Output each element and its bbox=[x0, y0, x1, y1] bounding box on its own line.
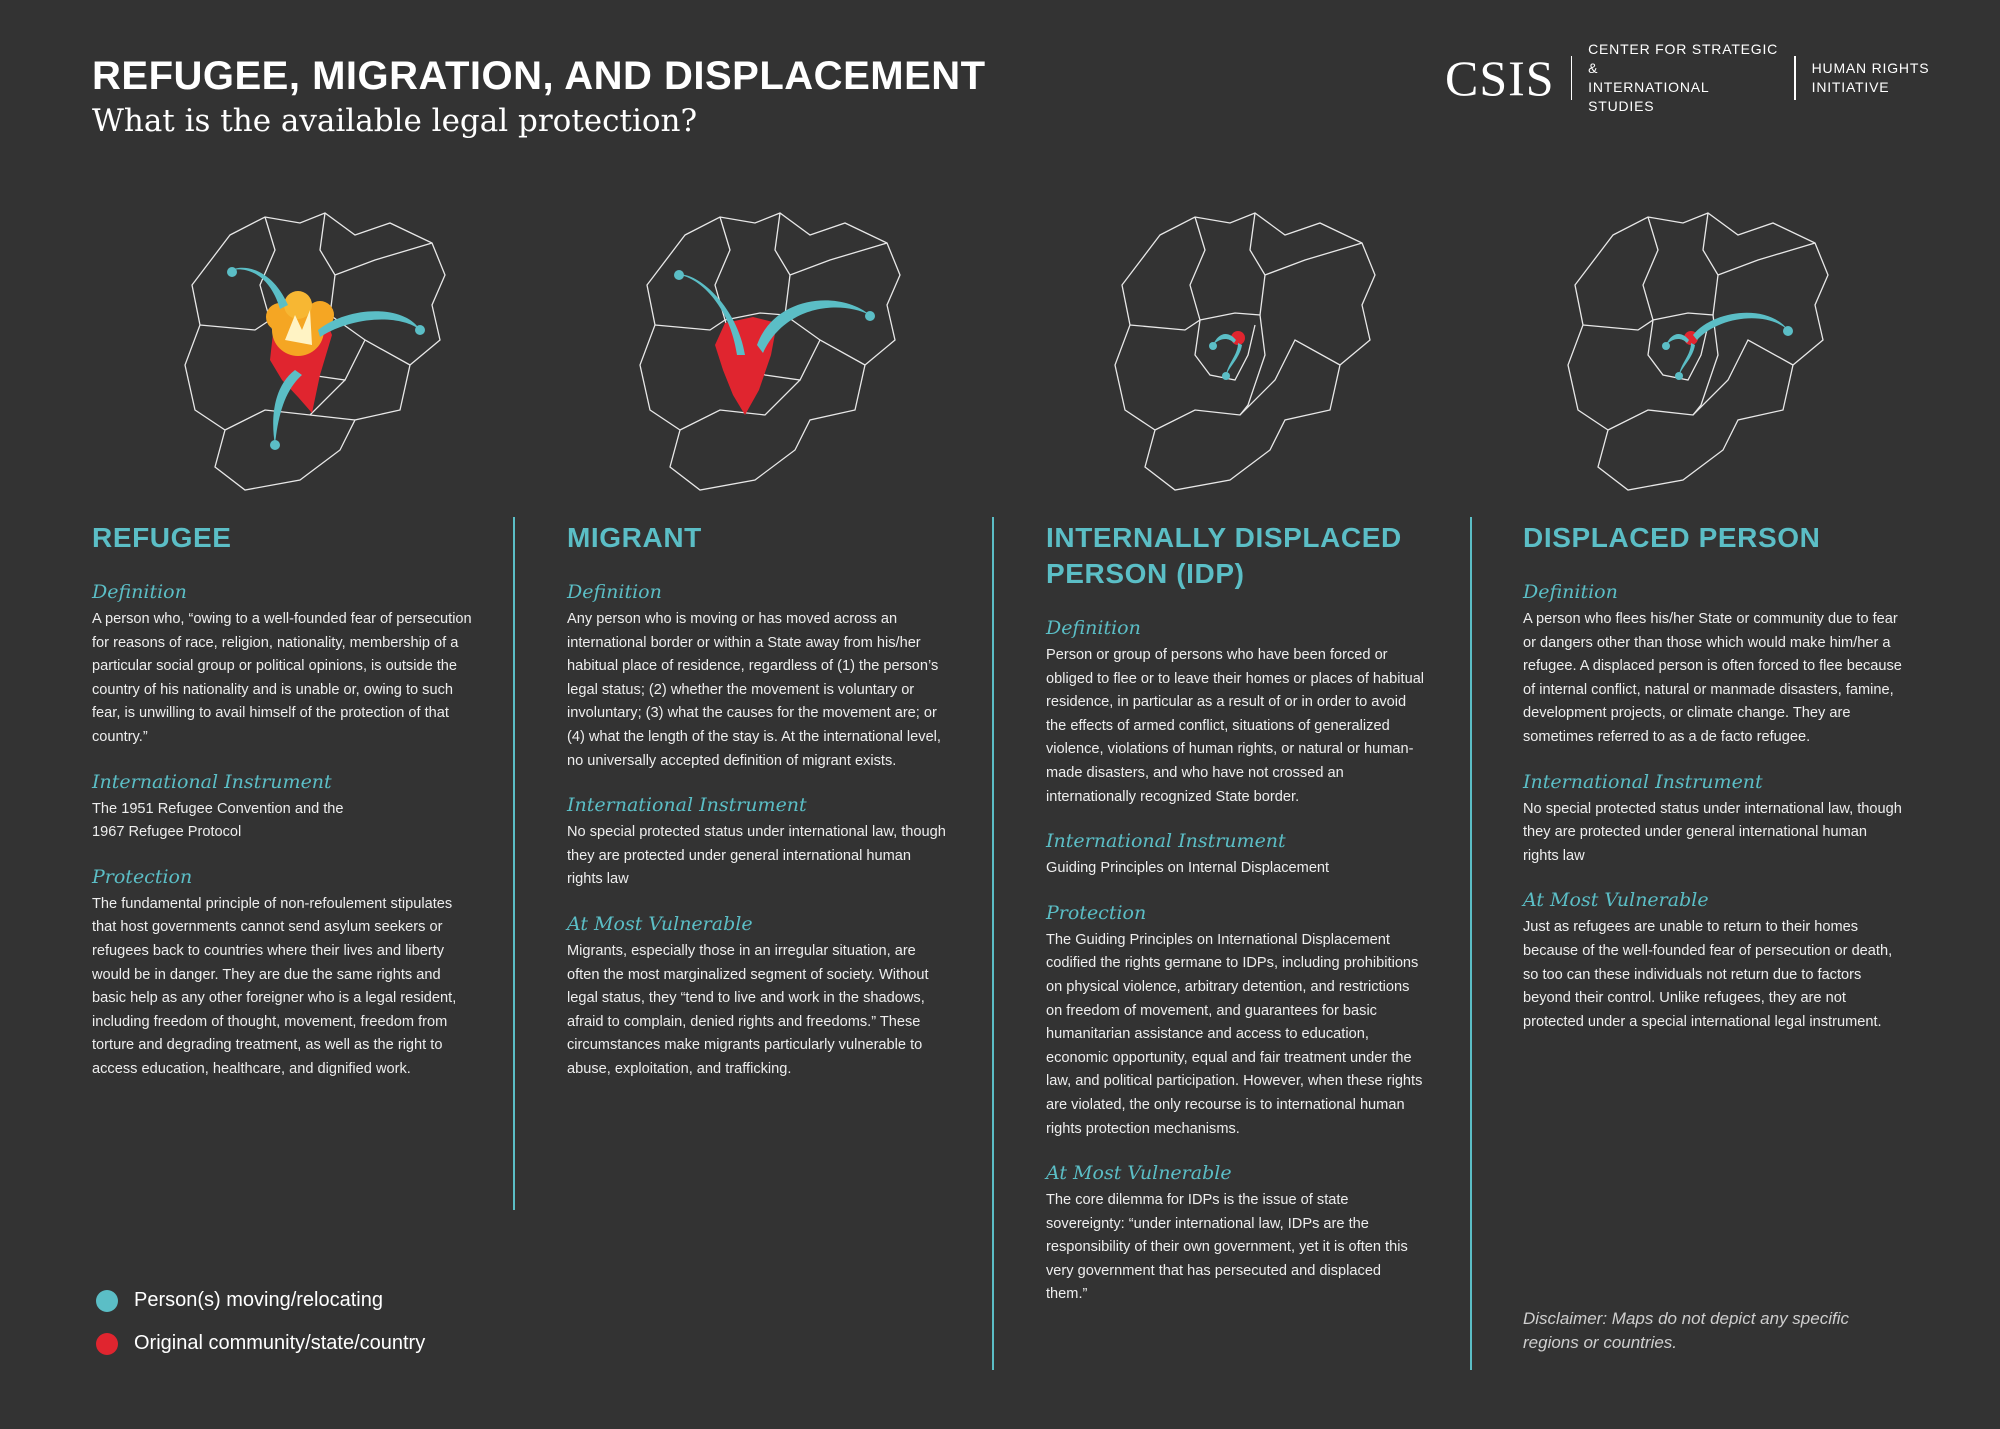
logo-program-line2: INITIATIVE bbox=[1811, 79, 1890, 95]
section-text: A person who, “owing to a well-founded fear of persecution for reasons of race, religion, nationality, membership of a particular social group or political opinions, is outside the country of his nationality and is unable or, owing to such fear, is unwilling to avail himself of the protection of that country.” bbox=[92, 611, 472, 745]
logo-org-line1: CENTER FOR STRATEGIC & bbox=[1588, 41, 1779, 76]
csis-logo bbox=[1445, 41, 1937, 114]
section-heading: International Instrument bbox=[567, 794, 807, 817]
section-heading: International Instrument bbox=[1046, 830, 1286, 853]
section-heading: Protection bbox=[92, 865, 193, 888]
origin-region bbox=[266, 291, 334, 413]
red-dot-icon bbox=[96, 1333, 118, 1355]
section-text: The fundamental principle of non-refoulement stipulates that host governments cannot send asylum seekers or refugees back to countries where their lives and liberty would be in danger. They are due the same rights and basic help as any other foreigner who is a legal resident, including freedom of thought, movement, freedom from torture and degrading treatment, as well as the right to access education, healthcare, and dignified work. bbox=[92, 895, 457, 1077]
section-heading: International Instrument bbox=[1523, 770, 1763, 793]
migrant-column bbox=[567, 520, 947, 1082]
migrant-map-illustration bbox=[625, 205, 925, 505]
section-text: Person or group of persons who have been forced or obliged to flee or to leave their homes or places of habitual residence, in particular as a result of or in order to avoid the effects of armed conflict, situations of generalized violence, violations of human rights, or natural or human-made disasters, and who have not crossed an internationally recognized State border. bbox=[1046, 647, 1425, 805]
page-subtitle: What is the available legal protection? bbox=[92, 103, 698, 139]
refugee-column bbox=[92, 520, 472, 1082]
section-heading: At Most Vulnerable bbox=[1046, 1162, 1232, 1185]
logo-divider bbox=[1794, 56, 1796, 100]
legend-origin bbox=[96, 1332, 425, 1355]
instrument-section bbox=[1523, 770, 1903, 869]
movement-arrows bbox=[674, 270, 875, 355]
definition-section bbox=[567, 580, 947, 773]
legend-label: Original community/state/country bbox=[134, 1332, 426, 1354]
column-title: MIGRANT bbox=[567, 522, 702, 553]
section-heading: Definition bbox=[1046, 617, 1141, 639]
column-title: REFUGEE bbox=[92, 522, 232, 553]
section-heading: Definition bbox=[1523, 581, 1618, 603]
displaced-person-map-illustration bbox=[1553, 205, 1853, 505]
section-text: Migrants, especially those in an irregular situation, are often the most marginalized segment of society. Without legal status, they “tend to live and work in the shadows, afraid to complain, denied rights and freedoms.” These circumstances make migrants particularly vulnerable to abuse, exploitation, and trafficking. bbox=[567, 942, 929, 1077]
section-heading: Protection bbox=[1046, 901, 1147, 924]
movement-arrows bbox=[227, 267, 425, 450]
logo-org-line2: INTERNATIONAL STUDIES bbox=[1588, 79, 1709, 114]
section-text: Any person who is moving or has moved across an international border or within a State away from his/her habitual place of residence, regardless of (1) the person’s legal status; (2) whether the movement is voluntary or involuntary; (3) what the causes for the movement are; or (4) what the length of the stay is. At the international level, no universally accepted definition of migrant exists. bbox=[567, 611, 941, 769]
idp-column bbox=[1046, 520, 1426, 1307]
logo-divider bbox=[1571, 56, 1573, 100]
idp-map-illustration bbox=[1100, 205, 1400, 505]
definition-section bbox=[1523, 580, 1903, 750]
column-divider bbox=[1470, 517, 1472, 1370]
protection-section bbox=[1046, 901, 1426, 1141]
column-title: DISPLACED PERSON bbox=[1523, 522, 1821, 553]
legend-label: Person(s) moving/relocating bbox=[134, 1289, 383, 1311]
logo-mark: CSIS bbox=[1445, 50, 1555, 106]
column-divider bbox=[513, 517, 515, 1210]
displaced-person-column bbox=[1523, 520, 1903, 1034]
section-text: The core dilemma for IDPs is the issue of state sovereignty: “under international law, IDPs are the responsibility of their own government, yet it is often this very government that has persecuted and displaced them.” bbox=[1046, 1192, 1408, 1303]
section-text: No special protected status under international law, though they are protected under general international human rights law bbox=[1523, 800, 1902, 864]
teal-dot-icon bbox=[96, 1290, 118, 1312]
section-heading: Definition bbox=[92, 581, 187, 603]
section-text: No special protected status under international law, though they are protected under general international human rights law bbox=[567, 824, 946, 888]
vulnerable-section bbox=[567, 912, 947, 1082]
section-text: A person who flees his/her State or community due to fear or dangers other than those which would make him/her a refugee. A displaced person is often forced to flee because of internal conflict, natural or manmade disasters, famine, development projects, or climate change. They are sometimes referred to as a de facto refugee. bbox=[1523, 611, 1902, 745]
movement-arrows bbox=[1662, 313, 1793, 380]
section-heading: Definition bbox=[567, 581, 662, 603]
protection-section bbox=[92, 865, 472, 1082]
column-divider bbox=[992, 517, 994, 1370]
disclaimer: Disclaimer: Maps do not depict any specific regions or countries. bbox=[1523, 1309, 1849, 1352]
legend-moving bbox=[96, 1289, 383, 1312]
column-title: INTERNALLY DISPLACED PERSON (IDP) bbox=[1046, 522, 1402, 589]
page-title: REFUGEE, MIGRATION, AND DISPLACEMENT bbox=[92, 54, 986, 98]
section-text: The 1951 Refugee Convention and the 1967 Refugee Protocol bbox=[92, 800, 344, 841]
logo-org-name bbox=[1588, 40, 1778, 116]
map-borders bbox=[1115, 213, 1375, 490]
vulnerable-section bbox=[1046, 1161, 1426, 1307]
instrument-section bbox=[92, 770, 472, 845]
section-text: Guiding Principles on Internal Displacement bbox=[1046, 860, 1330, 877]
refugee-map-illustration bbox=[170, 205, 470, 505]
map-borders bbox=[1568, 213, 1828, 490]
logo-program-line1: HUMAN RIGHTS bbox=[1811, 60, 1930, 76]
definition-section bbox=[92, 580, 472, 750]
section-heading: At Most Vulnerable bbox=[1523, 889, 1709, 912]
section-text: Just as refugees are unable to return to their homes because of the well-founded fear of persecution or death, so too can these individuals not return due to factors beyond their control. Unlike refugees, they are not protected under a special international legal instrument. bbox=[1523, 919, 1893, 1030]
section-heading: At Most Vulnerable bbox=[567, 912, 753, 935]
section-heading: International Instrument bbox=[92, 770, 332, 793]
logo-program-name bbox=[1812, 59, 1937, 97]
instrument-section bbox=[1046, 829, 1426, 881]
instrument-section bbox=[567, 793, 947, 892]
section-text: The Guiding Principles on International Displacement codified the rights germane to IDPs, including prohibitions on physical violence, arbitrary detention, and restrictions on freedom of movement, and guarantees for basic humanitarian assistance and access to education, economic opportunity, equal and fair treatment under the law, and political participation. However, when these rights are violated, the only recourse is to international human rights protection mechanisms. bbox=[1046, 931, 1423, 1137]
definition-section bbox=[1046, 616, 1426, 809]
vulnerable-section bbox=[1523, 888, 1903, 1034]
